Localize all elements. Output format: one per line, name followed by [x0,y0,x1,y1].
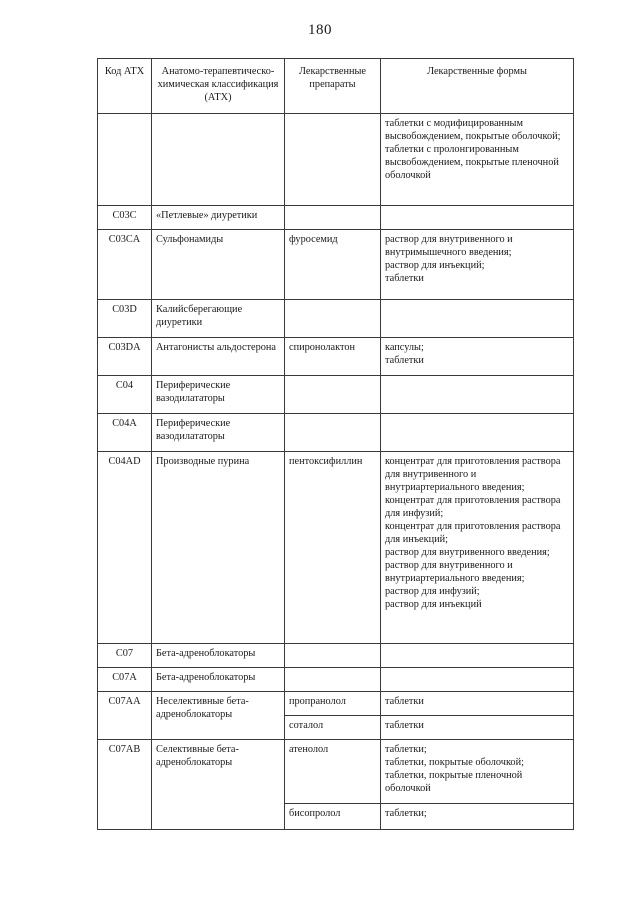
form-item: капсулы; [385,342,424,353]
atx-code-cell: C04A [98,414,152,452]
classification-cell: Калийсберегающие диуретики [152,300,285,338]
atx-code-cell: C04AD [98,452,152,644]
drug-cell: атенолол [285,740,381,804]
forms-cell [381,414,574,452]
table-row [98,338,574,376]
drug-cell: соталол [285,716,381,740]
form-item: таблетки; [385,808,427,819]
classification-cell: Сульфонамиды [152,230,285,300]
drug-cell [285,644,381,668]
form-item: таблетки [385,720,424,731]
form-item: раствор для внутривенного и внутриартериального введения; [385,560,525,584]
form-item: таблетки [385,355,424,366]
drug-cell: бисопролол [285,804,381,830]
form-item: концентрат для приготовления раствора для инъекций; [385,521,561,545]
table-row [98,376,574,414]
forms-cell [381,300,574,338]
table-row [98,300,574,338]
forms-cell [381,668,574,692]
header-forms: Лекарственные формы [381,59,574,114]
drug-cell: пропранолол [285,692,381,716]
drug-cell [285,376,381,414]
form-item: таблетки [385,696,424,707]
classification-cell: Периферические вазодилататоры [152,414,285,452]
atx-code-cell: C03CA [98,230,152,300]
form-item: концентрат для приготовления раствора для внутривенного и внутриартериального введения; [385,456,561,493]
atx-code-cell: C07AA [98,692,152,740]
page-number: 180 [308,22,332,38]
classification-cell: Периферические вазодилататоры [152,376,285,414]
classification-cell: Производные пурина [152,452,285,644]
atx-code-cell: C03DA [98,338,152,376]
drug-cell [285,668,381,692]
header-classification: Анатомо-терапевтическо-химическая классификация (АТХ) [152,59,285,114]
form-item: раствор для инфузий; [385,586,480,597]
forms-cell [381,230,574,300]
atx-code-cell: C03D [98,300,152,338]
atx-code-cell: C07 [98,644,152,668]
form-item: раствор для внутривенного и внутримышечного введения; [385,234,513,258]
atx-code-cell [98,114,152,206]
atx-code-cell: C07AB [98,740,152,830]
classification-cell [152,114,285,206]
drug-cell: фуросемид [285,230,381,300]
classification-cell: Бета-адреноблокаторы [152,644,285,668]
table-row [98,452,574,644]
drug-cell [285,300,381,338]
table-row [98,644,574,668]
header-drugs: Лекарственные препараты [285,59,381,114]
form-item: концентрат для приготовления раствора для инфузий; [385,495,561,519]
atx-table [97,58,574,830]
form-item: таблетки, покрытые оболочкой; [385,757,524,768]
forms-cell [381,804,574,830]
form-item: таблетки [385,273,424,284]
drug-cell [285,414,381,452]
forms-cell [381,376,574,414]
form-item: раствор для инъекций [385,599,482,610]
form-item: таблетки с модифицированным высвобождением, покрытые оболочкой; [385,118,561,142]
forms-cell [381,716,574,740]
table-row [98,114,574,206]
classification-cell: Бета-адреноблокаторы [152,668,285,692]
table-row [98,692,574,716]
atx-code-cell: C03C [98,206,152,230]
forms-cell [381,452,574,644]
table-row [98,230,574,300]
table-header [98,59,574,114]
classification-cell: Антагонисты альдостерона [152,338,285,376]
form-item: таблетки; [385,744,427,755]
classification-cell: «Петлевые» диуретики [152,206,285,230]
atx-code-cell: C04 [98,376,152,414]
classification-cell: Неселективные бета-адреноблокаторы [152,692,285,740]
header-code: Код АТХ [98,59,152,114]
table-row [98,206,574,230]
form-item: таблетки, покрытые пленочной оболочкой [385,770,523,794]
forms-cell [381,644,574,668]
table-body [98,114,574,830]
drug-cell [285,206,381,230]
table-row [98,414,574,452]
table-row [98,668,574,692]
forms-cell [381,692,574,716]
forms-cell [381,338,574,376]
drug-cell: пентоксифиллин [285,452,381,644]
drug-cell [285,114,381,206]
form-item: раствор для внутривенного введения; [385,547,550,558]
forms-cell [381,114,574,206]
classification-cell: Селективные бета-адреноблокаторы [152,740,285,830]
table-row [98,740,574,804]
forms-cell [381,206,574,230]
form-item: таблетки с пролонгированным высвобождением, покрытые пленочной оболочкой [385,144,559,181]
forms-cell [381,740,574,804]
form-item: раствор для инъекций; [385,260,485,271]
header-row [98,59,574,114]
drug-cell: спиронолактон [285,338,381,376]
atx-code-cell: C07A [98,668,152,692]
